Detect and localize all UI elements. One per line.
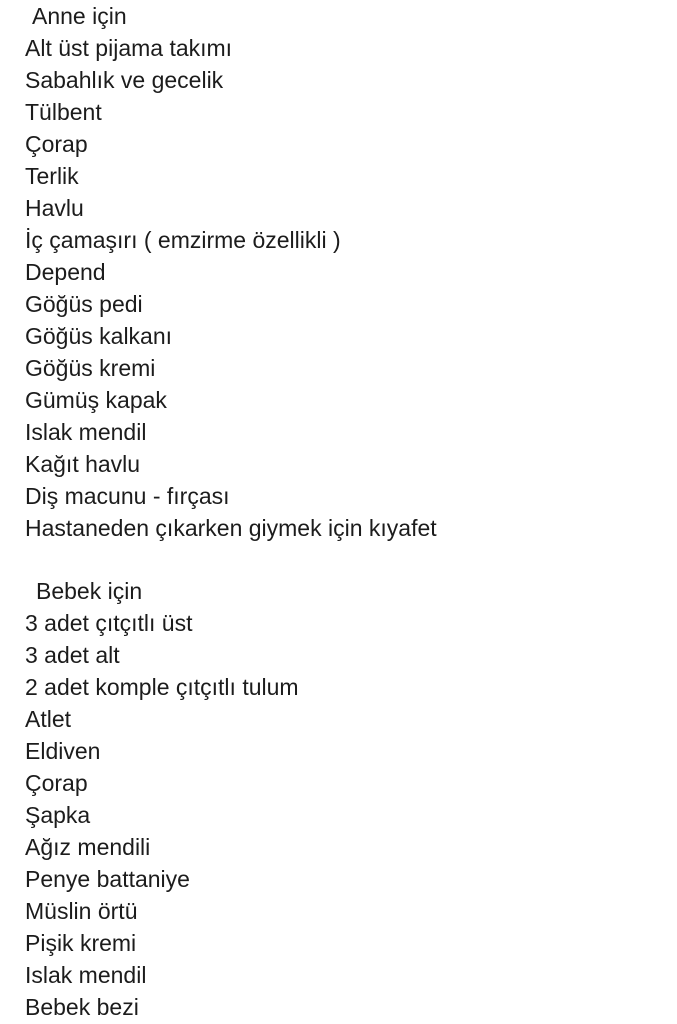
list-item: Kağıt havlu (25, 451, 141, 477)
mother-item-list (25, 32, 665, 544)
list-item: Ağız mendili (25, 834, 151, 860)
list-item: Atlet (25, 706, 72, 732)
list-item: Eldiven (25, 738, 101, 764)
baby-item-list (25, 607, 665, 1023)
list-item: 3 adet alt (25, 642, 120, 668)
list-item: Tülbent (25, 99, 102, 125)
list-item: Terlik (25, 163, 79, 189)
baby-section-heading: Bebek için (36, 578, 143, 604)
list-item: Islak mendil (25, 962, 147, 988)
list-item: Çorap (25, 131, 88, 157)
list-item: Çorap (25, 770, 88, 796)
mother-section (25, 0, 665, 544)
list-item: Depend (25, 259, 106, 285)
list-item: Pişik kremi (25, 930, 137, 956)
list-item: İç çamaşırı ( emzirme özellikli ) (25, 227, 341, 253)
list-item: Bebek bezi (25, 994, 139, 1020)
mother-section-heading: Anne için (32, 3, 127, 29)
list-item: Müslin örtü (25, 898, 138, 924)
baby-section (25, 575, 665, 1023)
list-item: Penye battaniye (25, 866, 190, 892)
list-item: Sabahlık ve gecelik (25, 67, 224, 93)
list-item: Alt üst pijama takımı (25, 35, 233, 61)
list-item: 2 adet komple çıtçıtlı tulum (25, 674, 299, 700)
list-item: Şapka (25, 802, 91, 828)
list-item: Gümüş kapak (25, 387, 167, 413)
list-item: Islak mendil (25, 419, 147, 445)
list-item: Havlu (25, 195, 84, 221)
list-item: Hastaneden çıkarken giymek için kıyafet (25, 515, 437, 541)
list-item: Göğüs pedi (25, 291, 143, 317)
list-item: Göğüs kalkanı (25, 323, 173, 349)
list-item: 3 adet çıtçıtlı üst (25, 610, 193, 636)
list-item: Diş macunu - fırçası (25, 483, 230, 509)
list-item: Göğüs kremi (25, 355, 156, 381)
